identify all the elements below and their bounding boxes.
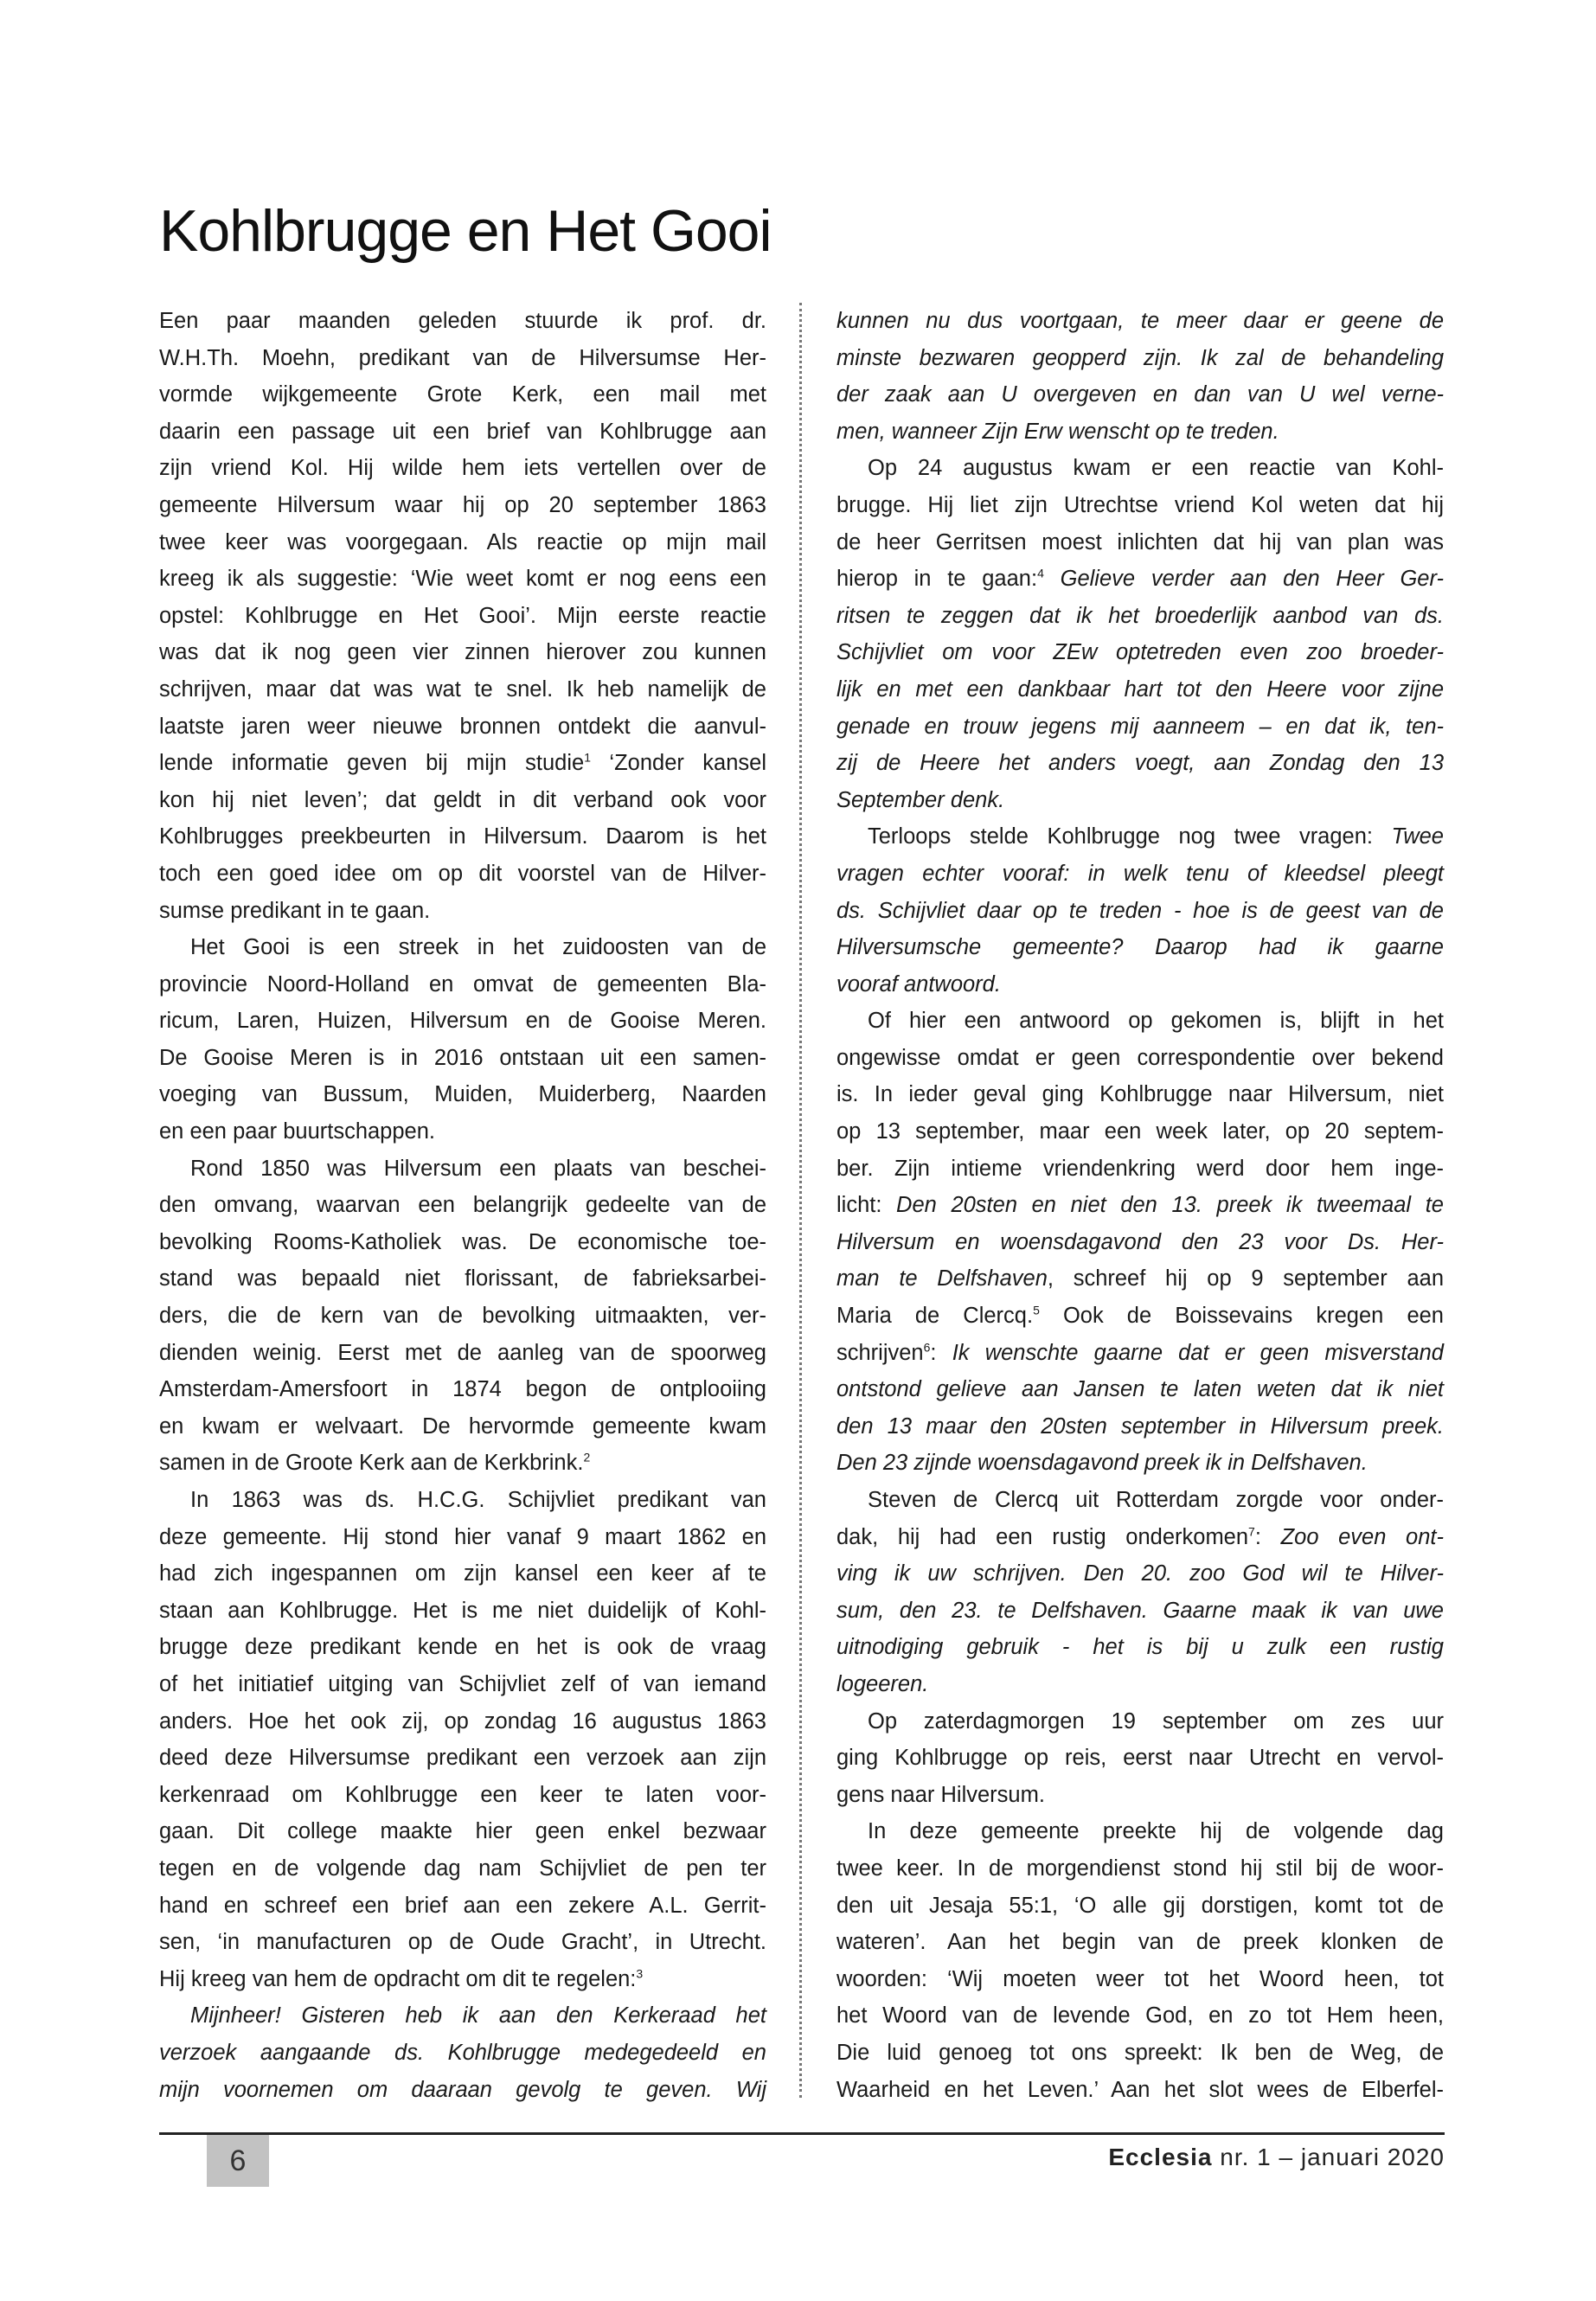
text-run: laatste jaren weer nieuwe bronnen ontdekt die aanvul- xyxy=(159,714,766,739)
text-run: gemeente Hilversum waar hij op 20 september 1863 xyxy=(159,492,766,517)
text-run: tegen en de volgende dag nam Schijvliet de pen ter xyxy=(159,1856,766,1881)
text-run: vormde wijkgemeente Grote Kerk, een mail met xyxy=(159,382,766,407)
text-run: het Woord van de levende God, en zo tot Hem heen, xyxy=(836,2003,1444,2029)
text-line xyxy=(836,1040,1444,1077)
text-run: daarin een passage uit een brief van Kohlbrugge aan xyxy=(159,419,766,444)
text-line xyxy=(159,1777,766,1814)
text-line xyxy=(836,1371,1444,1408)
text-line xyxy=(836,413,1444,451)
text-line xyxy=(159,856,766,893)
footnote-ref: 4 xyxy=(1037,566,1044,580)
text-line xyxy=(159,929,766,966)
text-line xyxy=(836,1997,1444,2035)
text-line xyxy=(159,1740,766,1777)
text-line xyxy=(159,1961,766,1998)
text-line xyxy=(159,966,766,1003)
text-line xyxy=(836,1850,1444,1888)
text-line xyxy=(159,745,766,782)
footnote-ref: 2 xyxy=(583,1450,591,1465)
text-line xyxy=(159,1408,766,1445)
text-line xyxy=(836,1629,1444,1666)
text-run: brugge. Hij liet zijn Utrechtse vriend Kol weten dat hij xyxy=(836,492,1444,517)
text-run: twee keer. In de morgendienst stond hij stil bij de woor- xyxy=(836,1856,1444,1881)
text-line xyxy=(836,1961,1444,1998)
text-run: provincie Noord-Holland en omvat de gemeenten Bla- xyxy=(159,971,766,997)
text-run: brugge deze predikant kende en het is ook de vraag xyxy=(159,1635,766,1660)
text-run: staan aan Kohlbrugge. Het is me niet duidelijk of Kohl- xyxy=(159,1598,766,1623)
italic-quote: den 13 maar den 20sten september in Hilversum preek. xyxy=(836,1413,1444,1439)
text-run: kreeg ik als suggestie: ‘Wie weet komt er nog eens een xyxy=(159,567,766,592)
text-run: deed deze Hilversumse predikant een verzoek aan zijn xyxy=(159,1746,766,1771)
text-line xyxy=(159,782,766,819)
text-run: Die luid genoeg tot ons spreekt: Ik ben de Weg, de xyxy=(836,2040,1444,2065)
text-line xyxy=(159,1040,766,1077)
text-run: den uit Jesaja 55:1, ‘O alle gij dorstigen, komt tot de xyxy=(836,1893,1444,1918)
text-line xyxy=(159,1519,766,1556)
text-run: toch een goed idee om op dit voorstel van de Hilver- xyxy=(159,861,766,886)
text-run: de heer Gerritsen moest inlichten dat hij van plan was xyxy=(836,529,1444,554)
text-run: was dat ik nog geen vier zinnen hierover zou kunnen xyxy=(159,640,766,665)
footnote-ref: 3 xyxy=(636,1966,644,1981)
text-run: sumse predikant in te gaan. xyxy=(159,898,431,923)
text-line xyxy=(836,487,1444,524)
italic-quote: sum, den 23. te Delfshaven. Gaarne maak ik van uwe xyxy=(836,1598,1444,1623)
issue-info: nr. 1 – januari 2020 xyxy=(1220,2144,1445,2170)
text-run: sen, ‘in manufacturen op de Oude Gracht’, in Utrecht. xyxy=(159,1930,766,1955)
italic-quote: ritsen te zeggen dat ik het broederlijk aanbod van ds. xyxy=(836,603,1444,628)
text-line xyxy=(836,1777,1444,1814)
text-line xyxy=(159,303,766,340)
column-left xyxy=(159,303,766,2108)
text-line xyxy=(159,1076,766,1113)
text-run: Kohlbrugges preekbeurten in Hilversum. Daarom is het xyxy=(159,824,766,849)
text-line xyxy=(836,1924,1444,1961)
text-line xyxy=(836,782,1444,819)
italic-quote: man te Delfshaven xyxy=(836,1266,1048,1292)
text-line xyxy=(159,2035,766,2072)
text-line xyxy=(159,1003,766,1040)
text-run: en kwam er welvaart. De hervormde gemeente kwam xyxy=(159,1413,766,1439)
text-run: In 1863 was ds. H.C.G. Schijvliet predikant van xyxy=(190,1488,766,1512)
italic-quote: lijk en met een dankbaar hart tot den Heere voor zijne xyxy=(836,676,1444,702)
text-run: ders, die de kern van de bevolking uitmaakten, ver- xyxy=(159,1304,766,1329)
text-line xyxy=(159,598,766,635)
text-line xyxy=(159,376,766,413)
text-line xyxy=(836,1593,1444,1630)
italic-quote: men, wanneer Zijn Erw wenscht op te treden. xyxy=(836,419,1279,444)
text-line xyxy=(159,1629,766,1666)
text-line xyxy=(836,524,1444,561)
italic-quote: mijn voornemen om daaraan gevolg te geven. Wij xyxy=(159,2077,766,2102)
italic-quote: logeeren. xyxy=(836,1671,929,1696)
text-line xyxy=(159,1335,766,1372)
text-line xyxy=(836,1408,1444,1445)
text-line xyxy=(159,1666,766,1703)
text-line xyxy=(159,1593,766,1630)
text-run: Het Gooi is een streek in het zuidoosten van de xyxy=(190,935,766,960)
text-run xyxy=(1044,567,1061,591)
text-line xyxy=(836,1703,1444,1740)
text-line xyxy=(836,818,1444,856)
italic-quote: Gelieve verder aan den Heer Ger- xyxy=(1060,567,1444,592)
text-line xyxy=(836,1260,1444,1298)
text-run: en een paar buurtschappen. xyxy=(159,1119,435,1144)
text-line xyxy=(159,818,766,856)
text-run: opstel: Kohlbrugge en Het Gooi’. Mijn eerste reactie xyxy=(159,603,766,628)
text-line xyxy=(159,1813,766,1850)
text-run: bevolking Rooms-Katholiek was. De economische toe- xyxy=(159,1229,766,1254)
italic-quote: minste bezwaren geopperd zijn. Ik zal de behandeling xyxy=(836,345,1444,370)
text-line xyxy=(159,1482,766,1519)
text-line xyxy=(836,1813,1444,1850)
text-line xyxy=(159,413,766,451)
text-run: Amsterdam-Amersfoort in 1874 begon de ontplooiing xyxy=(159,1377,766,1402)
text-line xyxy=(836,1187,1444,1224)
text-line xyxy=(159,1113,766,1150)
text-run: schrijven xyxy=(836,1340,924,1365)
text-line xyxy=(159,671,766,708)
italic-quote: genade en trouw jegens mij aanneem – en dat ik, ten- xyxy=(836,714,1444,739)
text-run: lende informatie geven bij mijn studie xyxy=(159,751,585,776)
italic-quote: ontstond gelieve aan Jansen te laten weten dat ik niet xyxy=(836,1377,1444,1402)
footer-rule xyxy=(159,2132,1445,2135)
italic-quote: Hilversumsche gemeente? Daarop had ik gaarne xyxy=(836,935,1444,960)
text-run: den omvang, waarvan een belangrijk gedeelte van de xyxy=(159,1193,766,1218)
text-line xyxy=(836,1888,1444,1925)
text-line xyxy=(159,708,766,746)
italic-quote: Zoo even ont- xyxy=(1280,1524,1444,1549)
text-line xyxy=(159,1924,766,1961)
text-line xyxy=(159,1445,766,1482)
italic-quote: zij de Heere het anders voegt, aan Zondag den 13 xyxy=(836,751,1444,776)
text-run: Maria de Clercq. xyxy=(836,1304,1034,1329)
text-line xyxy=(836,1003,1444,1040)
text-line xyxy=(159,1150,766,1188)
italic-quote: uitnodiging gebruik - het is bij u zulk een rustig xyxy=(836,1635,1444,1660)
text-run: Rond 1850 was Hilversum een plaats van beschei- xyxy=(190,1156,766,1181)
text-run: Ook de Boissevains kregen een xyxy=(1039,1304,1444,1329)
text-run: anders. Hoe het ook zij, op zondag 16 augustus 1863 xyxy=(159,1708,766,1734)
italic-quote: September denk. xyxy=(836,787,1005,812)
text-run: of het initiatief uitging van Schijvliet zelf of van iemand xyxy=(159,1671,766,1696)
text-run: samen in de Groote Kerk aan de Kerkbrink. xyxy=(159,1451,584,1476)
footnote-ref: 7 xyxy=(1248,1524,1255,1539)
text-line xyxy=(836,1555,1444,1593)
italic-quote: der zaak aan U overgeven en dan van U wel verne- xyxy=(836,382,1444,407)
footer-issue xyxy=(1108,2144,1445,2171)
italic-quote: vooraf antwoord. xyxy=(836,971,1001,997)
text-line xyxy=(836,1224,1444,1261)
text-run: kon hij niet leven’; dat geldt in dit verband ook voor xyxy=(159,787,766,812)
text-line xyxy=(159,561,766,598)
text-line xyxy=(836,929,1444,966)
column-divider xyxy=(799,303,802,2098)
text-line xyxy=(836,340,1444,377)
article-title: Kohlbrugge en Het Gooi xyxy=(159,198,772,264)
italic-quote: Den 23 zijnde woensdagavond preek ik in Delfshaven. xyxy=(836,1451,1368,1476)
text-line xyxy=(159,1997,766,2035)
italic-quote: Mijnheer! Gisteren heb ik aan den Kerkeraad het xyxy=(190,2003,766,2029)
text-line xyxy=(836,376,1444,413)
text-line xyxy=(836,1666,1444,1703)
text-line xyxy=(159,893,766,930)
text-run: Op 24 augustus kwam er een reactie van Kohl- xyxy=(868,456,1444,481)
text-run: dienden weinig. Eerst met de aanleg van de spoorweg xyxy=(159,1340,766,1365)
text-line xyxy=(836,966,1444,1003)
text-line xyxy=(836,1150,1444,1188)
text-line xyxy=(159,1260,766,1298)
italic-quote: verzoek aangaande ds. Kohlbrugge medegedeeld en xyxy=(159,2040,766,2065)
text-run: stand was bepaald niet florissant, de fabrieksarbei- xyxy=(159,1266,766,1292)
text-run: , schreef hij op 9 september aan xyxy=(1047,1266,1444,1292)
text-line xyxy=(836,1519,1444,1556)
italic-quote: ds. Schijvliet daar op te treden - hoe is de geest van de xyxy=(836,898,1444,923)
text-line xyxy=(836,1113,1444,1150)
text-line xyxy=(836,2035,1444,2072)
text-line xyxy=(159,524,766,561)
text-line xyxy=(836,1740,1444,1777)
text-line xyxy=(159,340,766,377)
text-run: is. In ieder geval ging Kohlbrugge naar Hilversum, niet xyxy=(836,1082,1444,1107)
text-run: ricum, Laren, Huizen, Hilversum en de Gooise Meren. xyxy=(159,1009,766,1034)
text-run: op 13 september, maar een week later, op 20 septem- xyxy=(836,1119,1444,1144)
footnote-ref: 6 xyxy=(923,1340,931,1355)
text-line xyxy=(836,450,1444,487)
text-line xyxy=(836,2072,1444,2109)
text-line xyxy=(159,1555,766,1593)
text-line xyxy=(159,1298,766,1335)
text-line xyxy=(159,1371,766,1408)
column-right xyxy=(836,303,1444,2108)
text-run: : xyxy=(930,1340,952,1365)
text-run: Steven de Clercq uit Rotterdam zorgde voor onder- xyxy=(868,1488,1444,1512)
text-run: licht: xyxy=(836,1193,897,1218)
text-line xyxy=(159,1224,766,1261)
italic-quote: Hilversum en woensdagavond den 23 voor Ds. Her- xyxy=(836,1229,1444,1254)
text-line xyxy=(836,1298,1444,1335)
text-run: twee keer was voorgegaan. Als reactie op mijn mail xyxy=(159,529,766,554)
italic-quote: Schijvliet om voor ZEw optetreden even zoo broeder- xyxy=(836,640,1444,665)
text-run: hand en schreef een brief aan een zekere A.L. Gerrit- xyxy=(159,1893,766,1918)
text-run: dak, hij had een rustig onderkomen xyxy=(836,1524,1249,1549)
text-line xyxy=(159,1888,766,1925)
italic-quote: Twee xyxy=(1391,824,1444,849)
italic-quote: kunnen nu dus voortgaan, te meer daar er geene de xyxy=(836,309,1444,333)
text-run: W.H.Th. Moehn, predikant van de Hilversumse Her- xyxy=(159,345,766,370)
text-run: deze gemeente. Hij stond hier vanaf 9 maart 1862 en xyxy=(159,1524,766,1549)
footnote-ref: 5 xyxy=(1033,1303,1040,1317)
text-run: hierop in te gaan: xyxy=(836,567,1038,592)
text-run: De Gooise Meren is in 2016 ontstaan uit een samen- xyxy=(159,1045,766,1070)
text-line xyxy=(836,745,1444,782)
text-run: Terloops stelde Kohlbrugge nog twee vragen: xyxy=(868,824,1392,849)
magazine-name: Ecclesia xyxy=(1108,2144,1213,2170)
text-line xyxy=(836,561,1444,598)
text-line xyxy=(836,303,1444,340)
text-run: : xyxy=(1254,1524,1281,1549)
text-run: woorden: ‘Wij moeten weer tot het Woord heen, tot xyxy=(836,1966,1444,1991)
text-line xyxy=(836,671,1444,708)
text-line xyxy=(159,1850,766,1888)
text-run: schrijven, maar dat was wat te snel. Ik heb namelijk de xyxy=(159,676,766,702)
text-run: gaan. Dit college maakte hier geen enkel bezwaar xyxy=(159,1819,766,1844)
text-run: kerkenraad om Kohlbrugge een keer te laten voor- xyxy=(159,1782,766,1807)
text-line xyxy=(836,1335,1444,1372)
text-run: Op zaterdagmorgen 19 september om zes uur xyxy=(868,1708,1444,1734)
text-run: Hij kreeg van hem de opdracht om dit te regelen: xyxy=(159,1966,637,1991)
text-line xyxy=(836,1445,1444,1482)
text-run: In deze gemeente preekte hij de volgende dag xyxy=(868,1819,1444,1844)
text-run: ‘Zonder kansel xyxy=(591,751,766,776)
text-line xyxy=(836,856,1444,893)
text-run: ging Kohlbrugge op reis, eerst naar Utrecht en vervol- xyxy=(836,1746,1444,1771)
italic-quote: Ik wenschte gaarne dat er geen misverstand xyxy=(952,1340,1444,1365)
text-run: Een paar maanden geleden stuurde ik prof. dr. xyxy=(159,309,766,333)
text-line xyxy=(836,893,1444,930)
text-line xyxy=(159,487,766,524)
text-run: zijn vriend Kol. Hij wilde hem iets vertellen over de xyxy=(159,456,766,481)
text-line xyxy=(836,708,1444,746)
text-line xyxy=(159,634,766,671)
page-number: 6 xyxy=(207,2135,269,2187)
text-run: gens naar Hilversum. xyxy=(836,1782,1045,1807)
text-run: wateren’. Aan het begin van de preek klonken de xyxy=(836,1930,1444,1955)
text-run: Of hier een antwoord op gekomen is, blijft in het xyxy=(868,1009,1444,1034)
text-run: voeging van Bussum, Muiden, Muiderberg, Naarden xyxy=(159,1082,766,1107)
text-line xyxy=(836,1076,1444,1113)
footnote-ref: 1 xyxy=(584,750,591,765)
text-line xyxy=(836,634,1444,671)
text-line xyxy=(836,1482,1444,1519)
italic-quote: ving ik uw schrijven. Den 20. zoo God wil te Hilver- xyxy=(836,1561,1444,1586)
text-line xyxy=(159,2072,766,2109)
text-run: had zich ingespannen om zijn kansel een keer af te xyxy=(159,1561,766,1586)
text-run: ongewisse omdat er geen correspondentie over bekend xyxy=(836,1045,1444,1070)
text-run: ber. Zijn intieme vriendenkring werd door hem inge- xyxy=(836,1156,1444,1181)
text-line xyxy=(159,450,766,487)
italic-quote: Den 20sten en niet den 13. preek ik tweemaal te xyxy=(896,1193,1444,1218)
text-line xyxy=(836,598,1444,635)
text-run: Waarheid en het Leven.’ Aan het slot wees de Elberfel- xyxy=(836,2077,1444,2102)
text-line xyxy=(159,1187,766,1224)
text-line xyxy=(159,1703,766,1740)
italic-quote: vragen echter vooraf: in welk tenu of kleedsel pleegt xyxy=(836,861,1444,886)
